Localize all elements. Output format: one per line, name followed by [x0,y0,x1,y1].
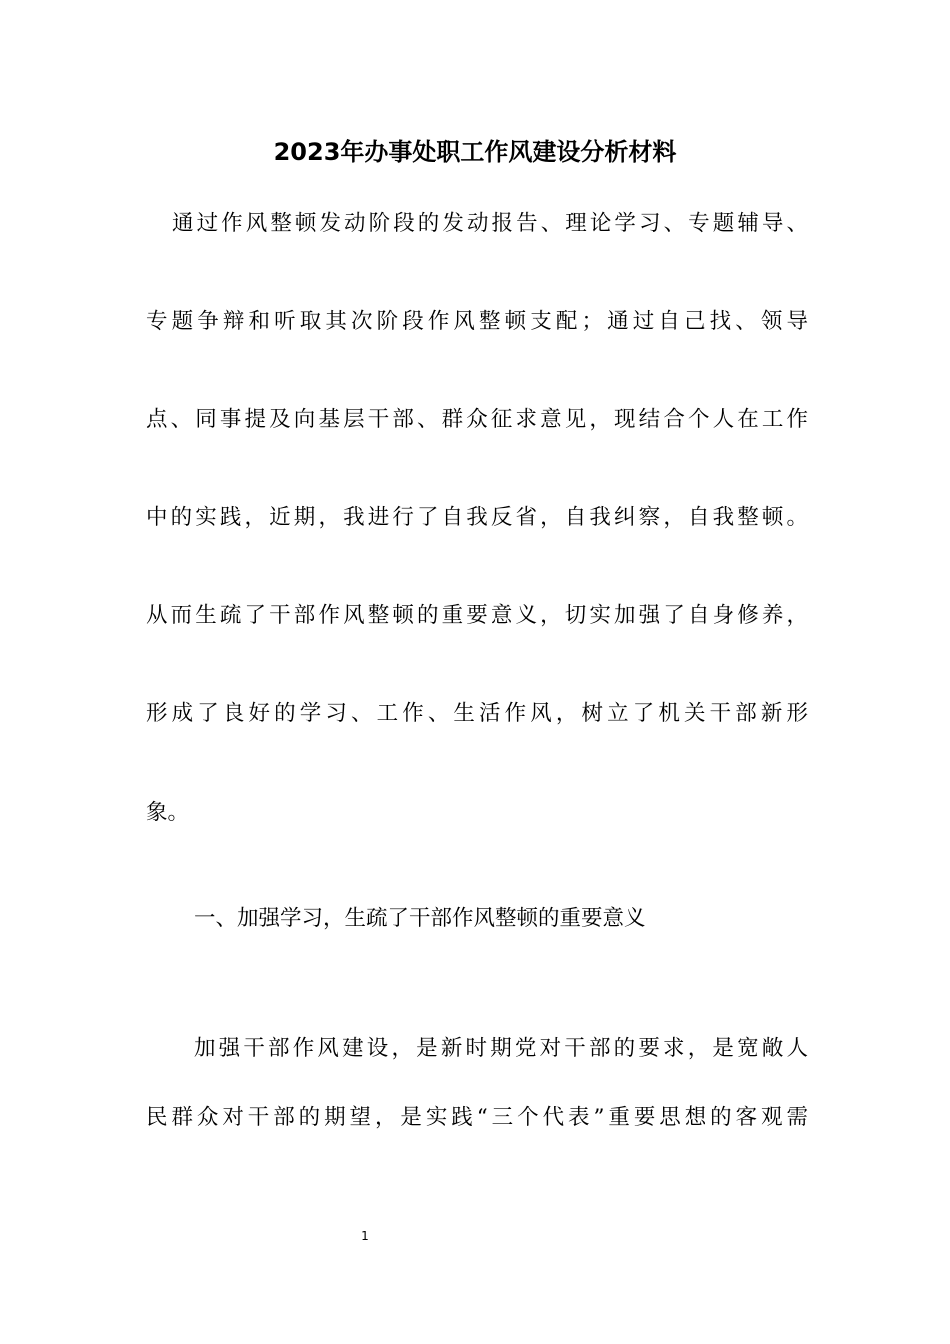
document-title: 2023年办事处职工作风建设分析材料 [273,138,677,166]
paragraph-line: 形成了良好的学习、工作、生活作风，树立了机关干部新形 [146,701,808,726]
paragraph-line: 中的实践，近期，我进行了自我反省，自我纠察，自我整顿。 [146,505,808,530]
paragraph-line: 加强干部作风建设，是新时期党对干部的要求，是宽敞人 [194,1036,808,1061]
section-heading: 一、加强学习，生疏了干部作风整顿的重要意义 [194,906,646,931]
paragraph-line: 通过作风整顿发动阶段的发动报告、理论学习、专题辅导、 [172,211,808,236]
paragraph-line: 民群众对干部的期望，是实践“三个代表”重要思想的客观需 [146,1105,808,1130]
paragraph-line: 点、同事提及向基层干部、群众征求意见，现结合个人在工作 [146,407,808,432]
paragraph-line: 专题争辩和听取其次阶段作风整顿支配；通过自己找、领导 [146,309,808,334]
paragraph-line: 象。 [146,800,190,825]
paragraph-line: 从而生疏了干部作风整顿的重要意义，切实加强了自身修养， [146,603,808,628]
page-number: 1 [361,1229,369,1243]
